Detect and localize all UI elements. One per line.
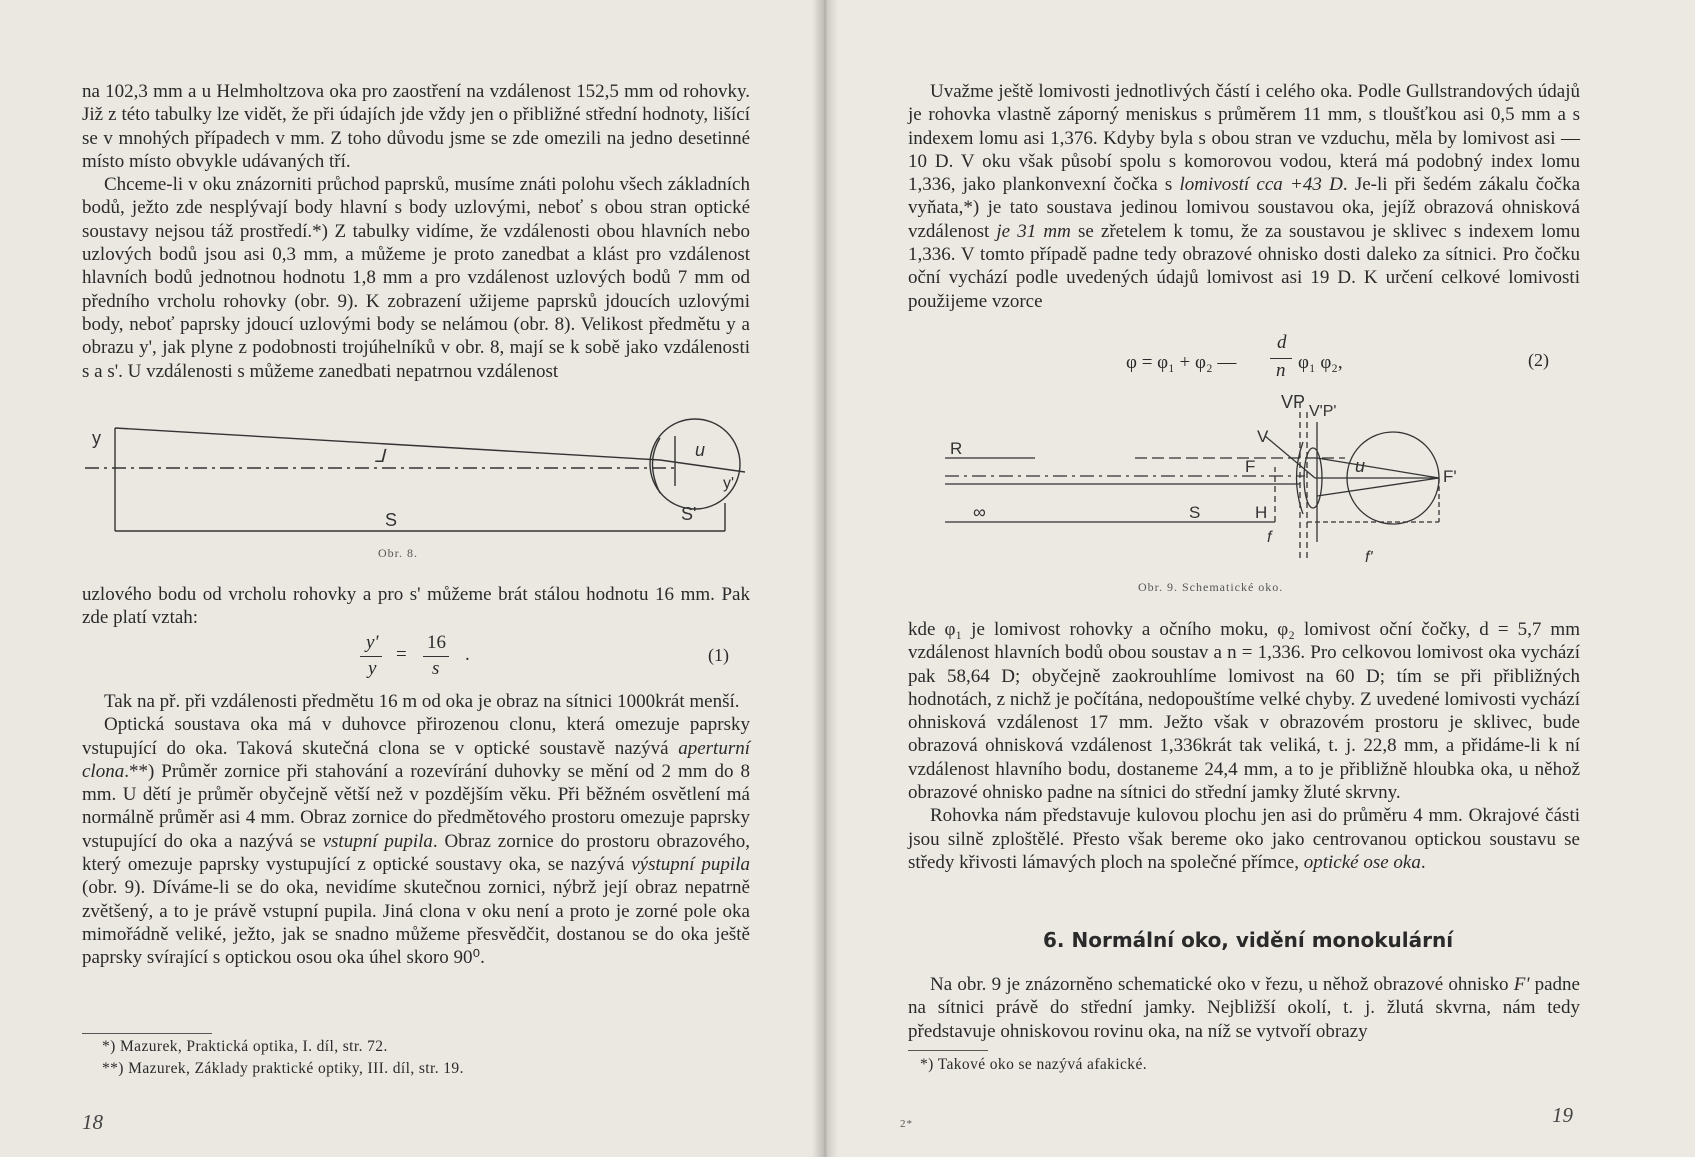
book-gutter [812,0,838,1157]
eq1-num-right: 16 [427,632,446,653]
label-small-f: f [1267,529,1272,546]
emphasis: vstupní pupila [322,830,433,852]
right-body-middle [908,618,1580,874]
paragraph: na 102,3 mm a u Helmholtzova oka pro zaostření na vzdálenost 152,5 mm od rohovky. Již z této tabulky lze vidět, že při údajích jde vždy jen o přibližné střední hodnoty, lišící se v mnohých případech v mm. Z toho důvodu jsme se zde omezili na jedno desetinné místo místo obvykle udávaných tří. [82,81,750,172]
emphasis: F' [1513,974,1530,995]
emphasis: aperturní clona [82,737,750,782]
text-run: Uvažme ještě lomivosti jednotlivých částí i celého oka. Podle Gullstrandových údajů je rohovka vlastně záporný meniskus s průměrem 11 mm, s tloušťkou asi 0,5 mm a s indexem lomu asi 1,376. Kdyby byla s obou stran ve vzduchu, měla by lomivost asi —10 D. V oku však působí spolu s komorovou vodou, která má podobný index lomu 1,336, jako plankonvexní čočka s [908,81,1580,196]
text-run: Rohovka nám představuje kulovou plochu jen asi do průměru 4 mm. Okrajové části jsou silně zploštělé. Přesto však bereme oko jako centrovanou optickou soustavu se středy křivosti lámavých ploch na společné přímce, [908,805,1580,873]
section-heading: 6. Normální oko, vidění monokulární [1043,928,1454,952]
figure-8-caption: Obr. 8. [378,546,418,560]
converging-ray-2 [1317,478,1439,496]
footnote-2: **) Mazurek, Základy praktické optiky, III. díl, str. 19. [102,1060,464,1077]
page-number-right: 19 [1552,1103,1573,1127]
label-h: H [1255,503,1268,522]
figure-8-diagram [85,408,745,558]
eq1-den-left: y [368,658,377,679]
label-small-f-prime: f' [1365,549,1373,566]
left-body-main [82,690,750,970]
text-run: se zřetelem k tomu, že za soustavou je sklivec s indexem lomu 1,336. V tomto případě padne tedy obrazové ohnisko dosti daleko za sítnici. Pro čočku oční vychází podle uvedených údajů lomivost asi 19 D. K určení celkové lomivosti použijeme vzorce [908,220,1581,312]
label-infinity: ∞ [973,502,986,522]
left-body-bottom [82,583,750,630]
label-s: S [1189,503,1201,522]
paragraph [82,713,750,969]
paragraph: Tak na př. při vzdálenosti předmětu 16 m od oka je obraz na sítnici 1000krát menší. [104,691,740,712]
label-f-prime: F' [1443,467,1457,486]
paragraph: Chceme-li v oku znázorniti průchod paprsků, musíme znáti polohu všech základních bodů, ježto zde nesplývají body hlavní s body uzlovými, neboť s obou stran optické soustavy nejsou táž prostředí.*) Z tabulky vidíme, že vzdálenosti obou hlavních nebo uzlových bodů jsou asi 0,3 mm, a můžeme je proto zanedbat a klást pro vzdálenost hlavních bodů jednotnou hodnotu 1,8 mm a pro vzdálenost uzlových bodů 7 mm od předního vrcholu rohovky (obr. 9). K zobrazení užijeme paprsků jdoucích uzlovými body, neboť paprsky jdoucí uzlovými body se nelámou (obr. 8). Velikost předmětu y a obrazu y', jak plyne z podobnosti trojúhelníků v obr. 8, mají se k sobě jako vzdálenosti s a s'. U vzdálenosti s můžeme zanedbati nepatrnou vzdálenost [82,174,750,382]
label-u: u [695,440,706,460]
eq2-rhs: φ₁ φ₂, [1298,352,1343,373]
image-ray-line [660,460,745,472]
label-alpha: ⅃ [375,446,386,466]
eq1-period: . [465,644,470,665]
eq1-num-left: y' [366,632,379,653]
footnote-rule [908,1050,988,1051]
converging-ray-1 [1317,458,1439,478]
right-body-bottom [908,973,1580,1043]
eq2-frac-num: d [1277,332,1287,353]
eq2-fraction-bar [1270,358,1292,359]
footnote-1: *) Mazurek, Praktická optika, I. díl, str. 72. [102,1038,388,1055]
label-y-prime: y' [723,475,735,492]
text-run: Optická soustava oka má v duhovce přirozenou clonu, která omezuje paprsky vstupující do oka. Taková skutečná clona se v optické soustavě nazývá [82,714,750,759]
text-run: . Obraz zornice do prostoru obrazového, který omezuje paprsky vystupující z optické soustavy oka, se nazývá [82,830,750,876]
eq2-lhs: φ = φ₁ + φ₂ — [1126,352,1237,373]
eq1-equals: = [396,644,407,665]
eq1-fraction-bar-left [360,656,382,657]
chief-ray-line [115,428,660,460]
label-s-prime: S' [681,504,697,524]
footnote-rule [82,1033,212,1034]
paragraph: uzlového bodu od vrcholu rohovky a pro s' můžeme brát stálou hodnotu 16 mm. Pak zde platí vztah: [82,584,750,629]
page-number-left: 18 [82,1110,103,1134]
text-run: padne na sítnici právě do střední jamky. Nejbližší okolí, t. j. žlutá skvrna, nám tedy představuje ohniskovou rovinu oka, na níž se vytvoří obrazy [908,974,1580,1042]
emphasis: výstupní pupila [631,854,750,876]
eq1-number: (1) [708,645,729,665]
emphasis: je 31 mm [996,220,1071,242]
text-run: .**) Průměr zornice při stahování a rozevírání duhovky se mění od 2 mm do 8 mm. U dětí je průměr obyčejně větší než v pozdějším věku. Při běžném osvětlení má normálně průměr asi 4 mm. Obraz zornice do předmětového prostoru omezuje paprsky vstupující do oka a nazývá se [82,760,750,852]
figure-9-caption: Obr. 9. Schematické oko. [1138,580,1284,594]
label-v: V [1257,427,1269,446]
signature-mark: 2* [900,1118,913,1130]
label-f: F [1245,457,1256,476]
emphasis: lomivostí cca +43 D [1179,174,1343,196]
paragraph [908,804,1580,874]
figure-9-diagram [945,392,1525,577]
eq1-den-right: s [432,658,440,679]
footnote-right: *) Takové oko se nazývá afakické. [920,1056,1148,1073]
label-r: R [950,439,963,458]
paragraph [908,973,1580,1043]
paragraph: kde φ₁ je lomivost rohovky a očního moku, φ₂ lomivost oční čočky, d = 5,7 mm vzdálenost hlavních bodů obou soustav a n = 1,336. Pro celkovou lomivost oka vychází pak 58,64 D; obyčejně zaokrouhlíme lomivost na 60 D; tím se při přibližných hodnotách, z nichž je počítána, nedopouštíme velké chyby. Z uvedené lomivosti vychází ohnisková vzdálenost 17 mm. Ježto však v obrazovém prostoru je sklivec, bude obrazová ohnisková vzdálenost 1,336krát tak veliká, t. j. 22,8 mm, a přidáme-li k ní vzdálenost hlavního bodu, dostaneme 24,4 mm, a to je přibližně hloubka oka, u něhož obrazové ohnisko padne na sítnici do střední jamky žluté skrvny. [908,619,1581,804]
eye-circle [650,419,740,509]
emphasis: optické ose oka [1303,851,1421,873]
left-body-top [82,80,750,383]
eq2-number: (2) [1528,350,1549,370]
label-y: y [92,428,101,448]
paragraph [908,80,1580,313]
text-run: . Je-li při šedém zákalu čočka vyňata,*) je tato soustava jedinou lomivou soustavou oka, jejíž obrazová ohnisková vzdálenost [908,174,1581,242]
text-run: (obr. 9). Díváme-li se do oka, nevidíme skutečnou zornici, nýbrž její obraz nepatrně zvětšený, a to je právě vstupní pupila. Jiná clona v oku není a proto je zorné pole oka mimořádně veliké, ježto, jak se snadno můžeme přesvědčit, dostanou se do oka ještě paprsky svírající s optickou osou oka úhel skoro 90⁰. [82,877,750,969]
text-run: . [1420,851,1426,873]
label-vp: VP [1281,392,1306,412]
label-s: S [385,510,398,530]
eq2-frac-den: n [1276,360,1286,381]
label-vprime-pprime: V'P' [1309,403,1337,420]
text-run: Na obr. 9 je znázorněno schematické oko v řezu, u něhož obrazové ohnisko [930,974,1514,995]
right-body-top [908,80,1580,313]
eq1-fraction-bar-right [423,656,449,657]
label-u: u [1355,456,1366,476]
